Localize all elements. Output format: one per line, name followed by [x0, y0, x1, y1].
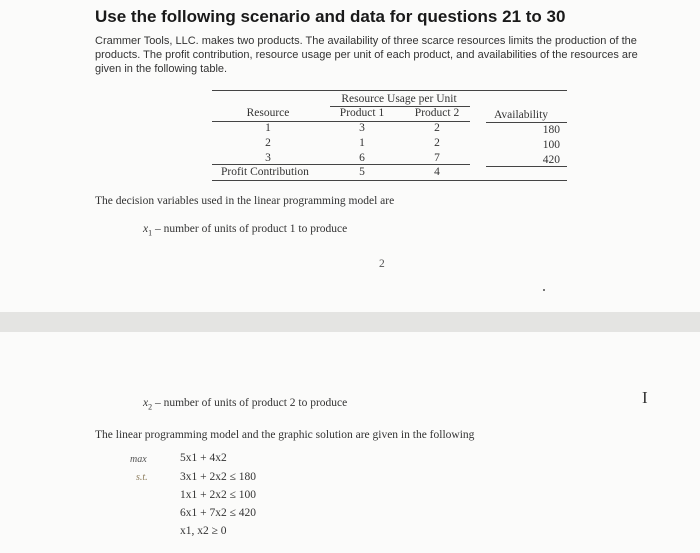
st-label: s.t.	[136, 472, 148, 483]
page-number: 2	[379, 258, 385, 270]
speck	[543, 289, 545, 291]
row-2-p1: 1	[359, 137, 365, 149]
row-2-resource: 2	[265, 137, 271, 149]
row-2-availability: 100	[542, 139, 560, 151]
page-section-bottom	[0, 332, 700, 553]
row-1-p2: 2	[434, 122, 440, 134]
constraint-1: 3x1 + 2x2 ≤ 180	[180, 471, 257, 483]
availability-bottom-rule	[486, 166, 567, 167]
table-bottom-rule	[212, 180, 567, 181]
x2-desc: – number of units of product 2 to produce	[154, 397, 348, 409]
page-break	[0, 312, 700, 332]
x1-var: x	[143, 223, 149, 235]
col-header-resource: Resource	[246, 107, 290, 119]
profit-top-rule	[212, 164, 470, 165]
text-cursor-icon: I	[642, 388, 648, 407]
objective: 5x1 + 4x2	[180, 452, 227, 464]
row-1-resource: 1	[265, 122, 271, 134]
row-1-p1: 3	[359, 122, 365, 134]
constraint-2: 1x1 + 2x2 ≤ 100	[180, 489, 257, 501]
x2-definition	[143, 397, 347, 411]
model-intro-text: The linear programming model and the graphic solution are given in the following	[95, 429, 475, 441]
x2-sub: 2	[148, 402, 153, 412]
col-header-product-2: Product 2	[414, 107, 460, 119]
header-rule-left	[212, 121, 470, 122]
col-header-product-1: Product 1	[339, 107, 385, 119]
header-rule-right	[486, 122, 567, 123]
profit-p2: 4	[434, 166, 440, 178]
intro-line-3: given in the following table.	[95, 63, 228, 75]
constraint-3: 6x1 + 7x2 ≤ 420	[180, 507, 257, 519]
group-header: Resource Usage per Unit	[341, 93, 457, 105]
row-3-p2: 7	[434, 152, 440, 164]
profit-p1: 5	[359, 166, 365, 178]
intro-line-1: Crammer Tools, LLC. makes two products. The availability of three scarce resources limits the production of the	[95, 35, 637, 47]
row-3-resource: 3	[265, 152, 271, 164]
x1-sub: 1	[148, 228, 153, 238]
x2-var: x	[143, 397, 149, 409]
intro-line-2: products. The profit contribution, resource usage per unit of each product, and availabilities of the resources are	[95, 49, 638, 61]
x1-desc: – number of units of product 1 to produce	[154, 223, 348, 235]
profit-label: Profit Contribution	[221, 166, 309, 178]
row-1-availability: 180	[542, 124, 560, 136]
col-header-availability: Availability	[493, 109, 549, 121]
max-label: max	[130, 454, 147, 465]
row-3-p1: 6	[359, 152, 365, 164]
decision-variables-text: The decision variables used in the linear programming model are	[95, 195, 395, 207]
constraint-nonneg: x1, x2 ≥ 0	[180, 525, 227, 537]
table-top-rule	[212, 90, 567, 91]
row-2-p2: 2	[434, 137, 440, 149]
page-title: Use the following scenario and data for questions 21 to 30	[95, 7, 566, 26]
x1-definition	[143, 223, 347, 237]
row-3-availability: 420	[542, 154, 560, 166]
